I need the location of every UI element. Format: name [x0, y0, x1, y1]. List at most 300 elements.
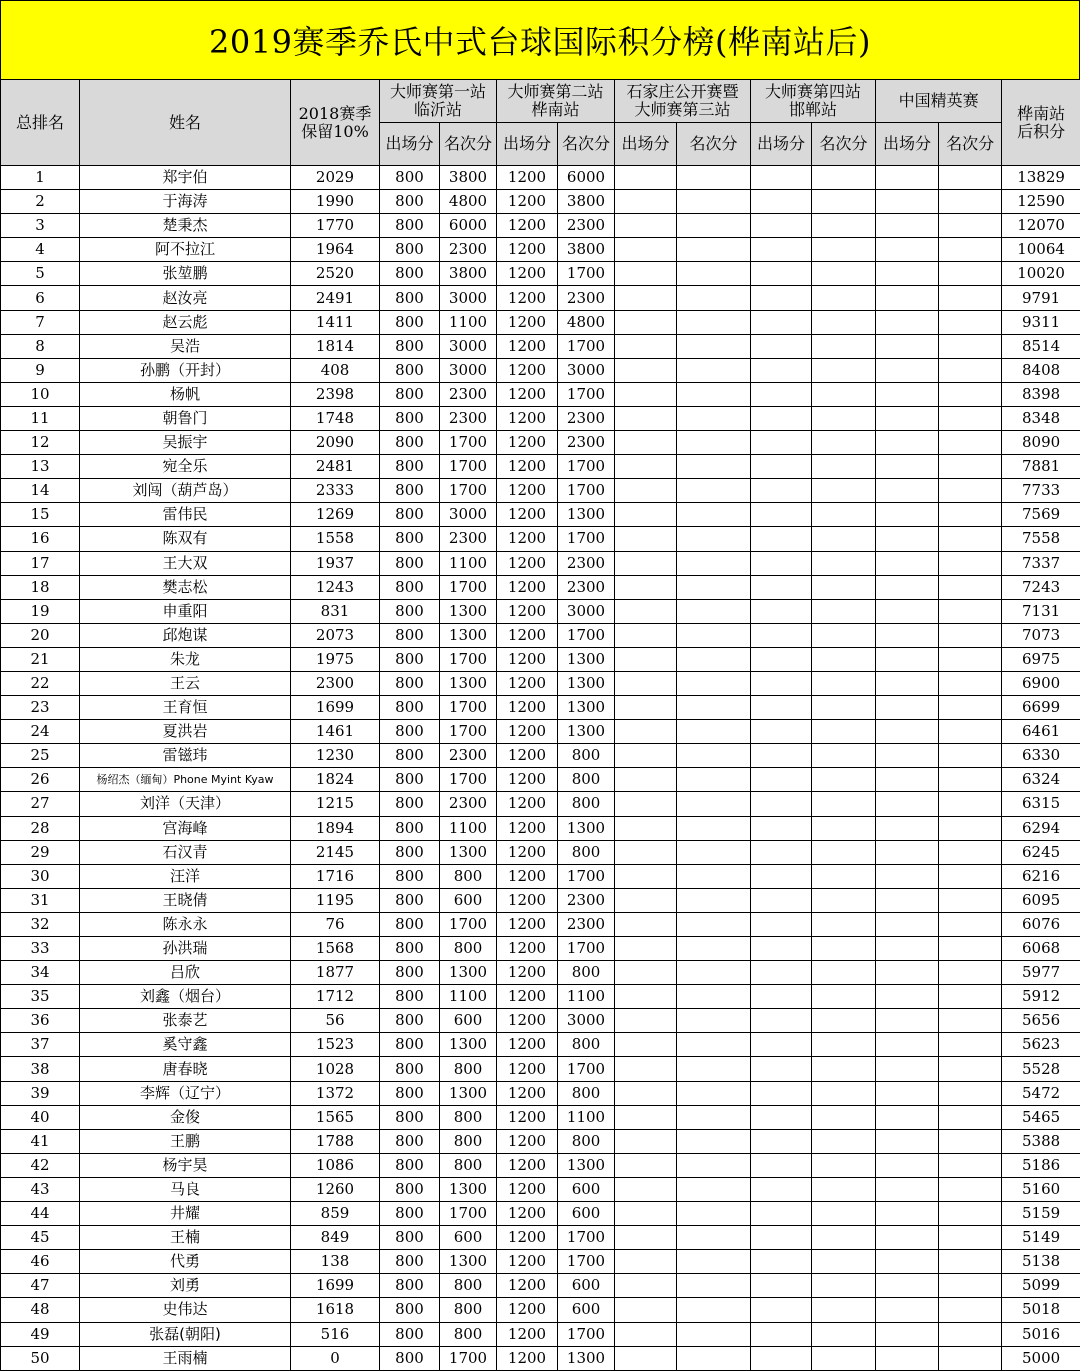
- stage4-place-cell: [812, 1057, 876, 1081]
- total-cell: 7337: [1002, 551, 1080, 575]
- stage1-appear-cell: 800: [380, 479, 440, 503]
- table-row: [1, 720, 1080, 744]
- stage4-appear-cell: [751, 1081, 812, 1105]
- name-cell: 朝鲁门: [80, 406, 291, 430]
- elite-appear-cell: [876, 623, 939, 647]
- table-row: [1, 551, 1080, 575]
- stage1-appear-cell: 800: [380, 551, 440, 575]
- stage1-appear-cell: 800: [380, 696, 440, 720]
- elite-place-header: 名次分: [939, 123, 1002, 166]
- stage4-place-cell: [812, 358, 876, 382]
- stage4-place-cell: [812, 792, 876, 816]
- stage3-place-cell: [677, 696, 751, 720]
- stage3-place-cell: [677, 1057, 751, 1081]
- rank-cell: 8: [1, 334, 80, 358]
- total-cell: 6315: [1002, 792, 1080, 816]
- stage3-place-cell: [677, 671, 751, 695]
- total-cell: 6068: [1002, 937, 1080, 961]
- stage1-appear-cell: 800: [380, 623, 440, 647]
- stage2-place-cell: 1700: [558, 1226, 615, 1250]
- elite-appear-cell: [876, 575, 939, 599]
- stage4-place-cell: [812, 1105, 876, 1129]
- stage2-place-cell: 1300: [558, 1346, 615, 1370]
- stage4-appear-cell: [751, 1226, 812, 1250]
- reserve-cell: 1269: [291, 503, 380, 527]
- stage2-appear-cell: 1200: [497, 671, 558, 695]
- stage1-appear-cell: 800: [380, 961, 440, 985]
- name-cell: 王晓倩: [80, 888, 291, 912]
- stage2-place-cell: 1300: [558, 503, 615, 527]
- name-cell: 夏洪岩: [80, 720, 291, 744]
- elite-appear-cell: [876, 1033, 939, 1057]
- stage4-appear-cell: [751, 1009, 812, 1033]
- elite-place-cell: [939, 1322, 1002, 1346]
- stage1-place-cell: 1100: [440, 985, 497, 1009]
- stage3-place-cell: [677, 1274, 751, 1298]
- stage2-appear-cell: 1200: [497, 768, 558, 792]
- stage4-place-cell: [812, 286, 876, 310]
- stage1-place-cell: 600: [440, 1009, 497, 1033]
- stage1-appear-cell: 800: [380, 1081, 440, 1105]
- reserve-cell: 1964: [291, 238, 380, 262]
- elite-place-cell: [939, 1009, 1002, 1033]
- elite-place-cell: [939, 720, 1002, 744]
- total-cell: 6324: [1002, 768, 1080, 792]
- table-row: [1, 647, 1080, 671]
- stage4-place-cell: [812, 310, 876, 334]
- stage4-place-cell: [812, 214, 876, 238]
- elite-place-cell: [939, 671, 1002, 695]
- stage1-place-cell: 800: [440, 1322, 497, 1346]
- elite-place-cell: [939, 455, 1002, 479]
- table-row: [1, 479, 1080, 503]
- total-cell: 8398: [1002, 382, 1080, 406]
- total-cell: 5472: [1002, 1081, 1080, 1105]
- name-cell: 刘勇: [80, 1274, 291, 1298]
- stage4-place-cell: [812, 1274, 876, 1298]
- stage4-appear-cell: [751, 1274, 812, 1298]
- name-cell: 王楠: [80, 1226, 291, 1250]
- name-cell: 陈双有: [80, 527, 291, 551]
- stage4-place-cell: [812, 1346, 876, 1370]
- stage4-place-cell: [812, 382, 876, 406]
- stage2-place-cell: 1300: [558, 696, 615, 720]
- stage3-appear-cell: [615, 358, 677, 382]
- stage3-appear-cell: [615, 1346, 677, 1370]
- stage3-appear-cell: [615, 696, 677, 720]
- stage2-appear-cell: 1200: [497, 551, 558, 575]
- reserve-cell: 1086: [291, 1153, 380, 1177]
- name-cell: 王雨楠: [80, 1346, 291, 1370]
- total-cell: 8090: [1002, 431, 1080, 455]
- name-cell: 王鹏: [80, 1129, 291, 1153]
- reserve-header: 2018赛季 保留10%: [291, 80, 380, 166]
- table-row: [1, 166, 1080, 190]
- stage2-place-cell: 600: [558, 1177, 615, 1201]
- stage1-appear-cell: 800: [380, 1226, 440, 1250]
- table-row: [1, 262, 1080, 286]
- stage3-appear-cell: [615, 455, 677, 479]
- rank-cell: 46: [1, 1250, 80, 1274]
- stage1-place-cell: 600: [440, 1226, 497, 1250]
- total-cell: 6699: [1002, 696, 1080, 720]
- table-row: [1, 1057, 1080, 1081]
- stage4-place-cell: [812, 1322, 876, 1346]
- name-cell: 孙洪瑞: [80, 937, 291, 961]
- stage1-appear-cell: 800: [380, 310, 440, 334]
- stage1-appear-cell: 800: [380, 985, 440, 1009]
- reserve-cell: 1215: [291, 792, 380, 816]
- stage1-place-cell: 1300: [440, 1033, 497, 1057]
- rank-cell: 9: [1, 358, 80, 382]
- stage4-appear-cell: [751, 1129, 812, 1153]
- table-row: [1, 864, 1080, 888]
- stage4-place-cell: [812, 1009, 876, 1033]
- reserve-cell: 2029: [291, 166, 380, 190]
- stage1-place-cell: 800: [440, 1298, 497, 1322]
- elite-place-cell: [939, 551, 1002, 575]
- stage3-place-cell: [677, 575, 751, 599]
- reserve-cell: 849: [291, 1226, 380, 1250]
- stage2-appear-cell: 1200: [497, 527, 558, 551]
- table-row: [1, 792, 1080, 816]
- reserve-cell: 831: [291, 599, 380, 623]
- stage1-appear-cell: 800: [380, 214, 440, 238]
- elite-place-cell: [939, 768, 1002, 792]
- stage3-appear-cell: [615, 912, 677, 936]
- stage1-appear-cell: 800: [380, 334, 440, 358]
- rank-cell: 49: [1, 1322, 80, 1346]
- reserve-cell: 2481: [291, 455, 380, 479]
- stage4-place-cell: [812, 238, 876, 262]
- stage4-place-cell: [812, 455, 876, 479]
- stage4-place-cell: [812, 334, 876, 358]
- elite-appear-cell: [876, 599, 939, 623]
- stage2-appear-cell: 1200: [497, 1346, 558, 1370]
- stage3-place-cell: [677, 406, 751, 430]
- stage3-place-cell: [677, 768, 751, 792]
- elite-place-cell: [939, 1202, 1002, 1226]
- stage3-appear-cell: [615, 647, 677, 671]
- stage1-place-cell: 2300: [440, 527, 497, 551]
- stage3-place-cell: [677, 1346, 751, 1370]
- elite-place-cell: [939, 864, 1002, 888]
- stage2-appear-cell: 1200: [497, 1274, 558, 1298]
- elite-appear-cell: [876, 961, 939, 985]
- name-cell: 金俊: [80, 1105, 291, 1129]
- table-row: [1, 840, 1080, 864]
- reserve-cell: 1877: [291, 961, 380, 985]
- total-cell: 5465: [1002, 1105, 1080, 1129]
- reserve-cell: 2300: [291, 671, 380, 695]
- stage2-appear-cell: 1200: [497, 238, 558, 262]
- stage3-appear-cell: [615, 503, 677, 527]
- stage4-place-cell: [812, 840, 876, 864]
- stage3-place-cell: [677, 382, 751, 406]
- reserve-cell: 1461: [291, 720, 380, 744]
- table-row: [1, 912, 1080, 936]
- stage3-appear-cell: [615, 382, 677, 406]
- stage1-place-cell: 1100: [440, 310, 497, 334]
- name-cell: 楚秉杰: [80, 214, 291, 238]
- total-cell: 6095: [1002, 888, 1080, 912]
- stage3-place-cell: [677, 358, 751, 382]
- page-title: 2019赛季乔氏中式台球国际积分榜(桦南站后): [0, 0, 1080, 80]
- table-row: [1, 1274, 1080, 1298]
- stage1-appear-cell: 800: [380, 1129, 440, 1153]
- elite-appear-cell: [876, 744, 939, 768]
- stage3-place-cell: [677, 1033, 751, 1057]
- stage4-place-cell: [812, 551, 876, 575]
- stage1-appear-cell: 800: [380, 262, 440, 286]
- rank-header: 总排名: [1, 80, 80, 166]
- stage4-place-cell: [812, 1153, 876, 1177]
- stage2-place-cell: 800: [558, 840, 615, 864]
- stage3-appear-cell: [615, 575, 677, 599]
- stage2-place-cell: 1100: [558, 985, 615, 1009]
- stage4-header: 大师赛第四站 邯郸站: [751, 80, 876, 123]
- elite-appear-cell: [876, 1009, 939, 1033]
- stage4-appear-cell: [751, 816, 812, 840]
- stage2-appear-cell: 1200: [497, 1009, 558, 1033]
- stage3-appear-cell: [615, 1129, 677, 1153]
- table-row: [1, 961, 1080, 985]
- reserve-cell: 2090: [291, 431, 380, 455]
- stage2-appear-cell: 1200: [497, 912, 558, 936]
- elite-place-cell: [939, 985, 1002, 1009]
- reserve-cell: 1568: [291, 937, 380, 961]
- stage3-place-cell: [677, 214, 751, 238]
- stage1-appear-cell: 800: [380, 1250, 440, 1274]
- table-row: [1, 1009, 1080, 1033]
- elite-place-cell: [939, 479, 1002, 503]
- stage4-appear-cell: [751, 575, 812, 599]
- stage1-place-cell: 1300: [440, 840, 497, 864]
- stage2-appear-cell: 1200: [497, 647, 558, 671]
- elite-appear-cell: [876, 1322, 939, 1346]
- name-cell: 阿不拉江: [80, 238, 291, 262]
- ranking-rows: [1, 166, 1080, 1371]
- elite-appear-header: 出场分: [876, 123, 939, 166]
- rank-cell: 45: [1, 1226, 80, 1250]
- total-cell: 5186: [1002, 1153, 1080, 1177]
- stage1-place-cell: 800: [440, 1153, 497, 1177]
- stage1-place-cell: 1700: [440, 575, 497, 599]
- elite-appear-cell: [876, 647, 939, 671]
- total-cell: 6076: [1002, 912, 1080, 936]
- stage4-place-cell: [812, 864, 876, 888]
- stage3-place-cell: [677, 816, 751, 840]
- stage1-appear-cell: 800: [380, 720, 440, 744]
- table-row: [1, 985, 1080, 1009]
- stage1-place-cell: 1700: [440, 431, 497, 455]
- stage1-place-cell: 1700: [440, 1346, 497, 1370]
- stage3-appear-cell: [615, 1298, 677, 1322]
- stage3-appear-cell: [615, 190, 677, 214]
- stage2-place-cell: 1700: [558, 1057, 615, 1081]
- elite-appear-cell: [876, 1250, 939, 1274]
- table-row: [1, 1177, 1080, 1201]
- elite-appear-cell: [876, 696, 939, 720]
- stage3-appear-cell: [615, 310, 677, 334]
- elite-place-cell: [939, 647, 1002, 671]
- stage2-place-cell: 800: [558, 1129, 615, 1153]
- total-cell: 5912: [1002, 985, 1080, 1009]
- stage3-place-cell: [677, 503, 751, 527]
- elite-appear-cell: [876, 1226, 939, 1250]
- stage1-place-cell: 600: [440, 888, 497, 912]
- stage3-appear-cell: [615, 864, 677, 888]
- elite-appear-cell: [876, 1105, 939, 1129]
- stage1-place-cell: 3000: [440, 286, 497, 310]
- table-row: [1, 334, 1080, 358]
- stage3-place-cell: [677, 1105, 751, 1129]
- name-cell: 樊志松: [80, 575, 291, 599]
- stage2-appear-cell: 1200: [497, 1153, 558, 1177]
- rank-cell: 13: [1, 455, 80, 479]
- table-row: [1, 382, 1080, 406]
- stage3-appear-cell: [615, 937, 677, 961]
- total-cell: 6245: [1002, 840, 1080, 864]
- total-cell: 12070: [1002, 214, 1080, 238]
- stage4-appear-cell: [751, 214, 812, 238]
- name-cell: 刘洋（天津）: [80, 792, 291, 816]
- elite-appear-cell: [876, 888, 939, 912]
- table-row: [1, 1298, 1080, 1322]
- stage3-place-cell: [677, 1153, 751, 1177]
- table-row: [1, 816, 1080, 840]
- reserve-cell: 2145: [291, 840, 380, 864]
- rank-cell: 5: [1, 262, 80, 286]
- stage2-place-cell: 800: [558, 1081, 615, 1105]
- stage1-appear-cell: 800: [380, 816, 440, 840]
- stage3-place-cell: [677, 238, 751, 262]
- elite-appear-cell: [876, 985, 939, 1009]
- total-cell: 7733: [1002, 479, 1080, 503]
- stage4-appear-cell: [751, 840, 812, 864]
- elite-place-cell: [939, 1033, 1002, 1057]
- total-header: 桦南站 后积分: [1002, 80, 1080, 166]
- total-cell: 5018: [1002, 1298, 1080, 1322]
- reserve-cell: 1411: [291, 310, 380, 334]
- elite-appear-cell: [876, 286, 939, 310]
- table-row: [1, 1105, 1080, 1129]
- stage4-place-cell: [812, 1226, 876, 1250]
- elite-place-cell: [939, 696, 1002, 720]
- table-row: [1, 696, 1080, 720]
- stage2-place-cell: 4800: [558, 310, 615, 334]
- stage1-appear-cell: 800: [380, 1009, 440, 1033]
- elite-appear-cell: [876, 1346, 939, 1370]
- stage2-place-cell: 3800: [558, 190, 615, 214]
- stage2-place-cell: 800: [558, 961, 615, 985]
- name-cell: 申重阳: [80, 599, 291, 623]
- stage1-appear-cell: 800: [380, 864, 440, 888]
- elite-place-cell: [939, 1274, 1002, 1298]
- stage1-appear-cell: 800: [380, 1177, 440, 1201]
- stage2-appear-cell: 1200: [497, 382, 558, 406]
- name-cell: 汪洋: [80, 864, 291, 888]
- table-row: [1, 888, 1080, 912]
- stage2-place-cell: 1700: [558, 479, 615, 503]
- stage4-appear-cell: [751, 166, 812, 190]
- elite-appear-cell: [876, 1177, 939, 1201]
- elite-appear-cell: [876, 792, 939, 816]
- stage2-appear-cell: 1200: [497, 1129, 558, 1153]
- stage3-place-cell: [677, 888, 751, 912]
- stage3-appear-cell: [615, 792, 677, 816]
- elite-place-cell: [939, 214, 1002, 238]
- rank-cell: 4: [1, 238, 80, 262]
- stage4-appear-cell: [751, 1346, 812, 1370]
- elite-place-cell: [939, 503, 1002, 527]
- stage3-place-cell: [677, 1298, 751, 1322]
- stage4-place-cell: [812, 720, 876, 744]
- rank-cell: 10: [1, 382, 80, 406]
- reserve-cell: 1558: [291, 527, 380, 551]
- stage2-place-cell: 6000: [558, 166, 615, 190]
- stage1-place-cell: 3800: [440, 262, 497, 286]
- elite-appear-cell: [876, 190, 939, 214]
- stage4-appear-cell: [751, 286, 812, 310]
- reserve-cell: 1699: [291, 696, 380, 720]
- elite-place-cell: [939, 744, 1002, 768]
- stage3-place-header: 名次分: [677, 123, 751, 166]
- stage1-place-cell: 1700: [440, 768, 497, 792]
- total-cell: 7569: [1002, 503, 1080, 527]
- rank-cell: 14: [1, 479, 80, 503]
- elite-place-cell: [939, 262, 1002, 286]
- stage3-appear-cell: [615, 1105, 677, 1129]
- stage3-place-cell: [677, 912, 751, 936]
- stage4-place-cell: [812, 406, 876, 430]
- stage2-place-cell: 3000: [558, 599, 615, 623]
- stage4-place-cell: [812, 575, 876, 599]
- stage3-place-cell: [677, 1226, 751, 1250]
- stage2-appear-cell: 1200: [497, 1298, 558, 1322]
- table-row: [1, 1322, 1080, 1346]
- reserve-cell: 1990: [291, 190, 380, 214]
- stage3-appear-cell: [615, 888, 677, 912]
- rank-cell: 42: [1, 1153, 80, 1177]
- elite-place-cell: [939, 1153, 1002, 1177]
- total-cell: 5159: [1002, 1202, 1080, 1226]
- stage3-appear-header: 出场分: [615, 123, 677, 166]
- name-cell: 唐春晓: [80, 1057, 291, 1081]
- elite-appear-cell: [876, 334, 939, 358]
- elite-place-cell: [939, 190, 1002, 214]
- stage1-place-cell: 1300: [440, 623, 497, 647]
- stage3-place-cell: [677, 599, 751, 623]
- reserve-cell: 1195: [291, 888, 380, 912]
- stage1-appear-cell: 800: [380, 1298, 440, 1322]
- elite-place-cell: [939, 286, 1002, 310]
- stage3-appear-cell: [615, 1202, 677, 1226]
- stage3-appear-cell: [615, 1226, 677, 1250]
- stage4-appear-cell: [751, 912, 812, 936]
- stage2-place-cell: 2300: [558, 912, 615, 936]
- total-cell: 5016: [1002, 1322, 1080, 1346]
- stage2-place-cell: 800: [558, 744, 615, 768]
- stage1-appear-cell: 800: [380, 406, 440, 430]
- stage2-place-cell: 800: [558, 1033, 615, 1057]
- stage2-appear-cell: 1200: [497, 888, 558, 912]
- rank-cell: 1: [1, 166, 80, 190]
- stage1-place-cell: 3000: [440, 503, 497, 527]
- stage2-appear-cell: 1200: [497, 792, 558, 816]
- stage4-appear-cell: [751, 310, 812, 334]
- stage2-place-cell: 800: [558, 768, 615, 792]
